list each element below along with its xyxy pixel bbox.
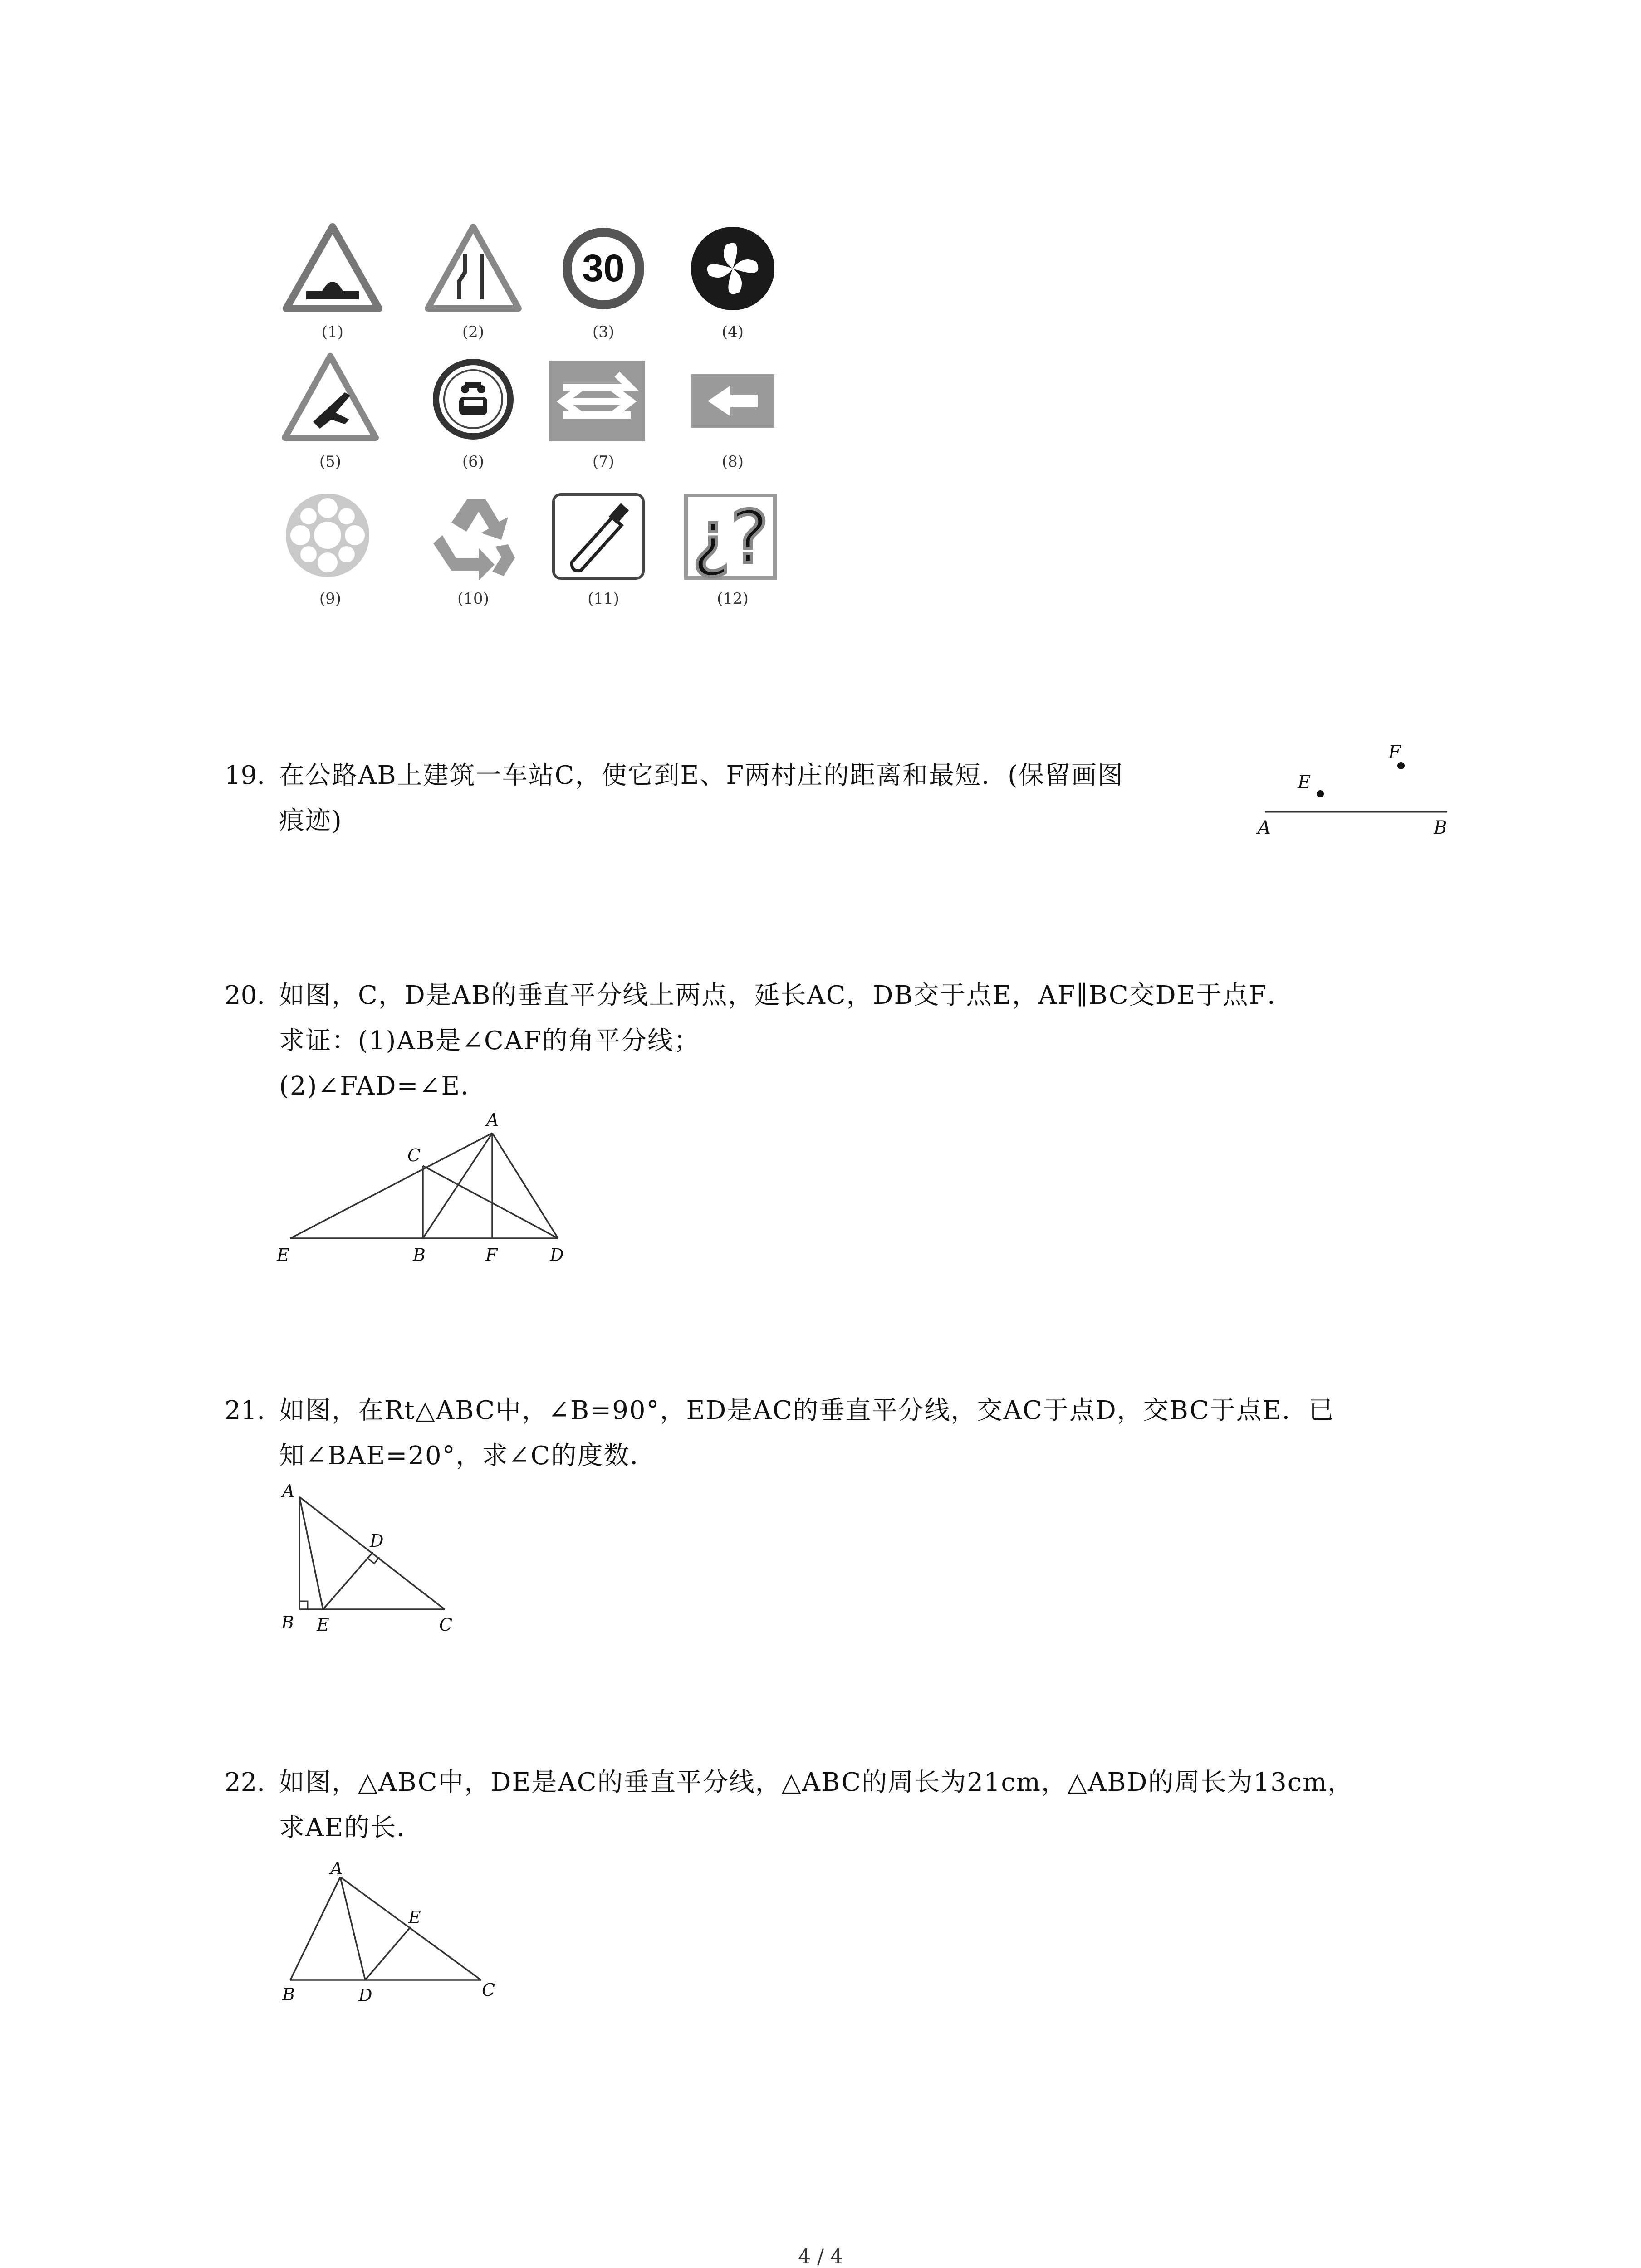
fig20-label-b: B bbox=[413, 1245, 426, 1265]
fig19-label-f: F bbox=[1388, 742, 1401, 763]
fig21-label-a: A bbox=[282, 1481, 295, 1501]
question-21-figure bbox=[272, 1474, 472, 1642]
fig19-label-b: B bbox=[1434, 817, 1447, 838]
question-22-line-1: 如图，△ABC中，DE是AC的垂直平分线，△ABC的周长为21cm，△ABD的周长为13cm， bbox=[279, 1768, 1354, 1797]
sign-label-1: (1) bbox=[321, 323, 344, 341]
question-21-line-2: 知∠BAE=20°，求∠C的度数． bbox=[279, 1441, 656, 1471]
sign-label-8: (8) bbox=[721, 453, 744, 471]
question-20-figure bbox=[263, 1102, 590, 1270]
sign-label-10: (10) bbox=[457, 590, 489, 608]
fig22-label-d: D bbox=[358, 1985, 372, 2005]
sign-4-pinwheel-icon bbox=[691, 227, 774, 310]
question-21-line-1: 如图，在Rt△ABC中，∠B=90°，ED是AC的垂直平分线，交AC于点D，交BC于点E．已 bbox=[279, 1396, 1335, 1425]
question-19-number: 19. bbox=[225, 761, 265, 790]
fig20-label-c: C bbox=[407, 1145, 421, 1165]
sign-label-9: (9) bbox=[319, 590, 342, 608]
sign-8-left-arrow-icon bbox=[691, 374, 774, 428]
fig20-label-d: D bbox=[550, 1245, 564, 1265]
sign-label-11: (11) bbox=[588, 590, 619, 608]
sign-10-recycle-icon bbox=[433, 499, 515, 581]
fig19-label-e: E bbox=[1298, 772, 1311, 793]
fig21-label-b: B bbox=[281, 1613, 294, 1633]
fig22-label-e: E bbox=[408, 1907, 421, 1927]
fig20-label-f: F bbox=[485, 1245, 498, 1265]
sign-label-6: (6) bbox=[462, 453, 485, 471]
question-20-line-3: (2)∠FAD=∠E． bbox=[279, 1071, 487, 1101]
sign-label-3: (3) bbox=[592, 323, 615, 341]
fig19-label-a: A bbox=[1258, 817, 1271, 838]
sign-6-no-motor-vehicles-icon bbox=[436, 362, 510, 436]
question-20-line-2: 求证：(1)AB是∠CAF的角平分线； bbox=[279, 1026, 700, 1056]
fig21-label-e: E bbox=[317, 1615, 329, 1635]
sign-label-5: (5) bbox=[319, 453, 342, 471]
fig20-label-a: A bbox=[486, 1110, 499, 1130]
question-19-figure bbox=[1252, 735, 1461, 839]
sign-12-question-icon bbox=[686, 495, 775, 580]
question-22-figure bbox=[272, 1842, 508, 2009]
sign-11-bottle-icon bbox=[554, 494, 643, 578]
fig20-label-e: E bbox=[277, 1245, 289, 1265]
fig22-label-b: B bbox=[282, 1984, 295, 2004]
page-number: 4 / 4 bbox=[798, 2245, 843, 2268]
sign-5-airplane-warning-icon bbox=[285, 356, 376, 438]
fig21-label-c: C bbox=[439, 1615, 453, 1635]
sign-label-7: (7) bbox=[592, 453, 615, 471]
fig22-label-a: A bbox=[330, 1858, 343, 1878]
village-f-dot bbox=[1397, 762, 1405, 769]
sign-label-4: (4) bbox=[721, 323, 744, 341]
sign-label-12: (12) bbox=[717, 590, 749, 608]
sign-9-flower-pattern-icon bbox=[286, 494, 369, 577]
question-20-line-1: 如图，C，D是AB的垂直平分线上两点，延长AC，DB交于点E，AF∥BC交DE于点F． bbox=[279, 981, 1294, 1010]
traffic-signs-grid bbox=[272, 218, 798, 608]
fig22-label-c: C bbox=[482, 1980, 495, 2000]
sign-3-speed-limit-icon bbox=[567, 232, 640, 305]
question-22-line-2: 求AE的长． bbox=[279, 1813, 423, 1843]
sign-12-question-text: ¿? bbox=[692, 495, 769, 580]
question-22-number: 22. bbox=[225, 1768, 265, 1797]
sign-7-railway-icon bbox=[549, 361, 645, 441]
question-21-number: 21. bbox=[225, 1396, 265, 1425]
village-e-dot bbox=[1317, 790, 1324, 797]
sign-2-road-narrows-icon bbox=[428, 227, 519, 308]
question-19-line-1: 在公路AB上建筑一车站C，使它到E、F两村庄的距离和最短．(保留画图 bbox=[279, 761, 1124, 790]
sign-3-speed-text: 30 bbox=[582, 247, 625, 289]
sign-1-hump-bridge-icon bbox=[286, 227, 379, 308]
fig21-label-d: D bbox=[370, 1531, 384, 1551]
sign-label-2: (2) bbox=[462, 323, 485, 341]
question-20-number: 20. bbox=[225, 981, 265, 1010]
question-19-line-2: 痕迹) bbox=[279, 806, 343, 836]
